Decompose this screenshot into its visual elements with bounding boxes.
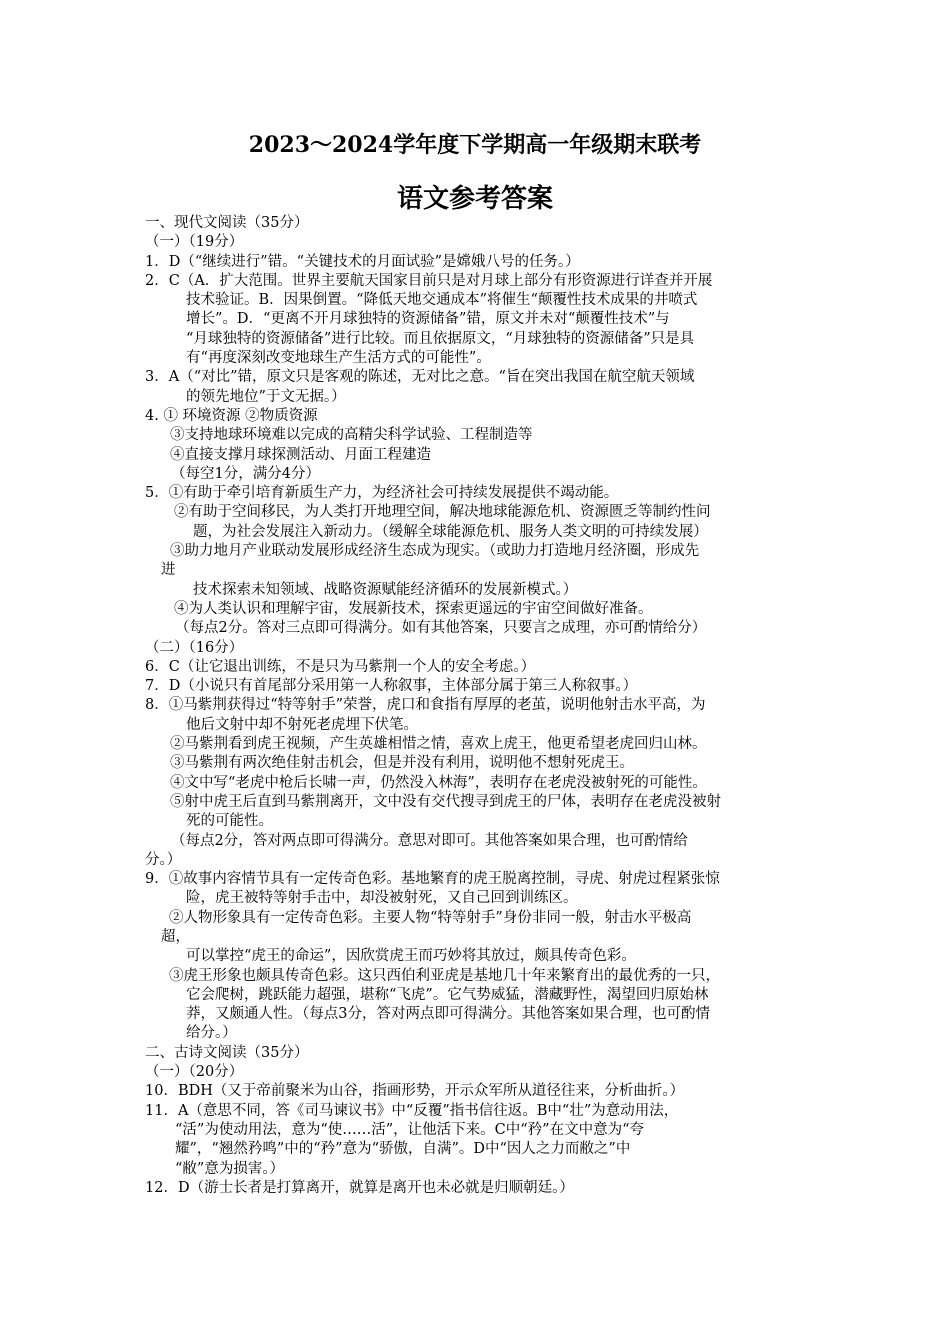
scoring-note: 分。）	[145, 851, 182, 868]
answer-line: ④文中写“老虎中枪后长啸一声，仍然没入林海”，表明存在老虎没被射死的可能性。	[170, 774, 707, 791]
answer-line: ④为人类认识和理解宇宙，发展新技术，探索更遥远的宇宙空间做好准备。	[174, 600, 653, 617]
answer-line: 7．D（小说只有首尾部分采用第一人称叙事，主体部分属于第三人称叙事。）	[145, 678, 638, 695]
answer-line: 9．①故事内容情节具有一定传奇色彩。基地繁育的虎王脱离控制，寻虎、射虎过程紧张惊	[145, 871, 720, 888]
answer-line: “活”为使动用法，意为“使……活”，让他活下来。C中“矜”在文中意为“夸	[175, 1121, 644, 1138]
answer-line: 的领先地位”于文无据。）	[186, 388, 346, 405]
answer-line: 险，虎王被特等射手击中，却没被射死，又自己回到训练区。	[186, 890, 578, 907]
answer-line: 他后文射中却不射死老虎埋下伏笔。	[186, 716, 418, 733]
answer-line: 进	[161, 562, 176, 579]
answer-line: 5．①有助于牵引培育新质生产力，为经济社会可持续发展提供不竭动能。	[145, 485, 619, 502]
answer-line: ②马紫荆看到虎王视频，产生英雄相惜之情，喜欢上虎王，他更希望老虎回归山林。	[170, 736, 707, 753]
answer-line: ④直接支撑月球探测活动、月面工程建造	[170, 446, 431, 463]
answer-line: 11．A（意思不同，答《司马谏议书》中“反覆”指书信往返。B中“壮”为意动用法，	[145, 1102, 679, 1119]
subsection-heading: （二）（16分）	[145, 639, 244, 656]
scoring-note: （每点2分。答对三点即可得满分。如有其他答案，只要言之成理，亦可酌情给分）	[175, 620, 707, 637]
answer-line: ③虎王形象也颇具传奇色彩。这只西伯利亚虎是基地几十年来繁育出的最优秀的一只，	[169, 967, 720, 984]
exam-subtitle: 语文参考答案	[396, 184, 553, 214]
answer-line: 技术验证。B．因果倒置。“降低天地交通成本”将催生“颠覆性技术成果的井喷式	[186, 292, 698, 309]
answer-line: 超，	[161, 928, 190, 945]
answer-line: ③支持地球环境难以完成的高精尖科学试验、工程制造等	[170, 427, 533, 444]
answer-line: ⑤射中虎王后直到马紫荆离开，文中没有交代搜寻到虎王的尸体，表明存在老虎没被射	[170, 793, 721, 810]
answer-line: 题，为社会发展注入新动力。（缓解全球能源危机、服务人类文明的可持续发展）	[193, 523, 708, 540]
section-heading: 二、古诗文阅读（35分）	[145, 1044, 309, 1061]
subsection-heading: （一）（19分）	[145, 234, 244, 251]
answer-line: 3．A（“对比”错，原文只是客观的陈述，无对比之意。“旨在突出我国在航空航天领域	[145, 369, 695, 386]
answer-line: 6．C（让它退出训练，不是只为马紫荆一个人的安全考虑。）	[145, 658, 536, 675]
answer-line: ②人物形象具有一定传奇色彩。主要人物“特等射手”身份非同一般，射击水平极高	[169, 909, 692, 926]
answer-line: 它会爬树，跳跃能力超强，堪称“飞虎”。它气势威猛，潜藏野性，渴望回归原始林	[186, 986, 709, 1003]
answer-line: ②有助于空间移民，为人类打开地理空间，解决地球能源危机、资源匮乏等制约性问	[174, 504, 711, 521]
answer-line: 技术探索未知领域、战略资源赋能经济循环的发展新模式。）	[193, 581, 578, 598]
answer-line: 1．D（“继续进行”错。“关键技术的月面试验”是嫦娥八号的任务。）	[145, 253, 580, 270]
answer-line: 增长”。D．“更离不开月球独特的资源储备”错，原文并未对“颠覆性技术”与	[186, 311, 670, 328]
scoring-note: （每点2分，答对两点即可得满分。意思对即可。其他答案如果合理，也可酌情给	[171, 832, 688, 849]
answer-line: 有“再度深刻改变地球生产生活方式的可能性”。	[186, 350, 491, 367]
answer-line: 2．C（A．扩大范围。世界主要航天国家目前只是对月球上部分有形资源进行详查并开展	[145, 272, 713, 289]
answer-line: 8．①马紫荆获得过“特等射手”荣誉，虎口和食指有厚厚的老茧，说明他射击水平高，为	[145, 697, 706, 714]
answer-line: 莽，又颇通人性。（每点3分，答对两点即可得满分。其他答案如果合理，也可酌情	[186, 1006, 710, 1023]
answer-content	[145, 214, 815, 1198]
answer-line: 耀”，“翘然矜鸣”中的“矜”意为“骄傲，自满”。D中“因人之力而敝之”中	[175, 1141, 631, 1158]
answer-line: 10．BDH（又于帝前聚米为山谷，指画形势，开示众军所从道径往来，分析曲折。）	[145, 1083, 685, 1100]
exam-title: 2023～2024学年度下学期高一年级期末联考	[248, 132, 702, 158]
answer-line: ③马紫荆有两次绝佳射击机会，但是并没有利用，说明他不想射死虎王。	[170, 755, 634, 772]
answer-line: 12．D（游士长者是打算离开，就算是离开也未必就是归顺朝廷。）	[145, 1179, 574, 1196]
subsection-heading: （一）（20分）	[145, 1064, 244, 1081]
answer-line: 可以掌控“虎王的命运”，因欣赏虎王而巧妙将其放过，颇具传奇色彩。	[186, 948, 636, 965]
answer-line: “敝”意为损害。）	[175, 1160, 285, 1177]
answer-line: 死的可能性。	[186, 813, 273, 830]
answer-line: ③助力地月产业联动发展形成经济生态成为现实。（或助力打造地月经济圈，形成先	[170, 543, 700, 560]
answer-line: “月球独特的资源储备”进行比较。而且依据原文，“月球独特的资源储备”只是具	[186, 330, 695, 347]
answer-line: 给分。）	[186, 1025, 237, 1042]
scoring-note: （每空1分，满分4分）	[171, 465, 320, 482]
answer-line: 4. ① 环境资源 ②物质资源	[145, 407, 318, 424]
section-heading: 一、现代文阅读（35分）	[145, 215, 309, 231]
